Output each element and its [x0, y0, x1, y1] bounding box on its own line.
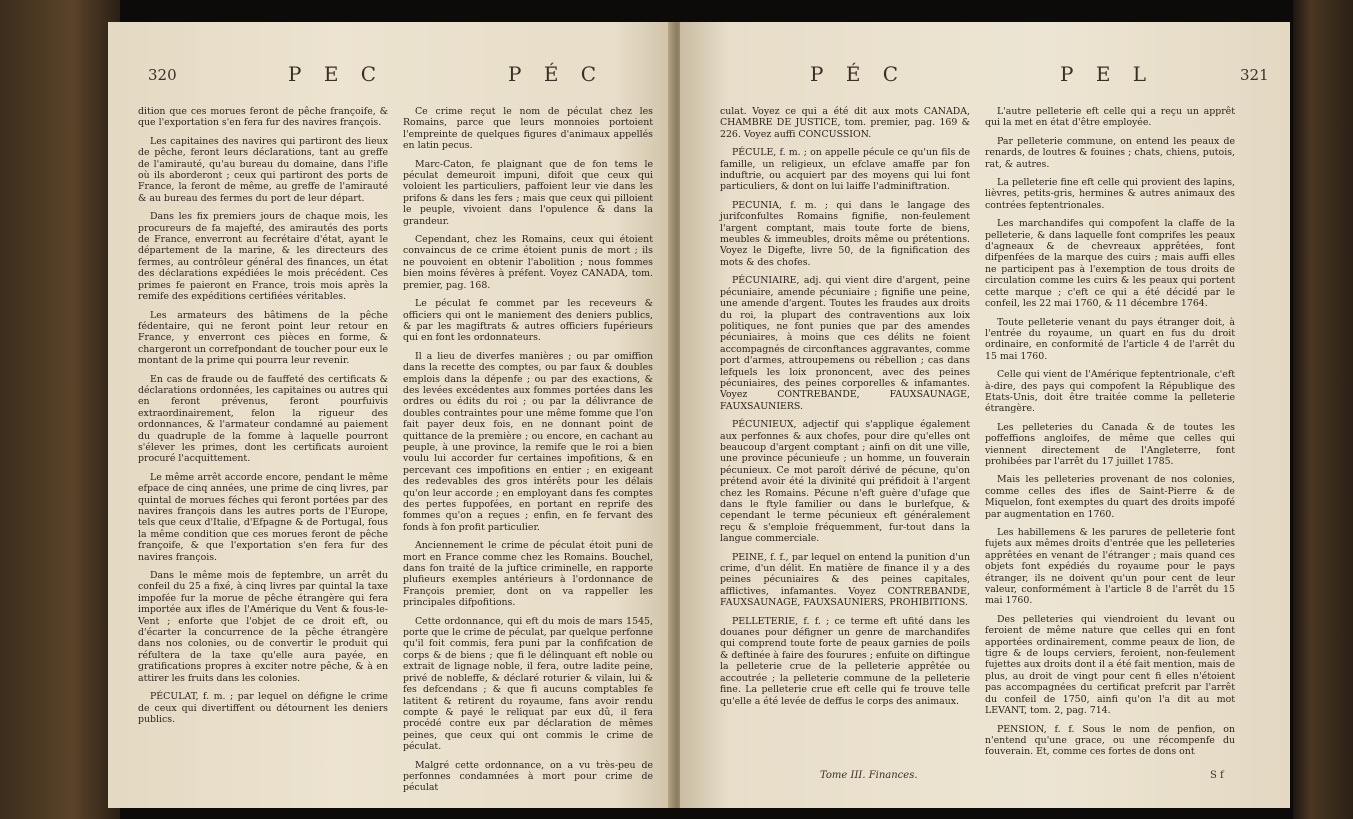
page-number: 321: [1240, 66, 1269, 84]
text-column-2: [985, 106, 1235, 765]
paragraph: Ce crime reçut le nom de péculat chez les Romains, parce que leurs monnoies portoient l'empreinte de quelques figures d'animaux appellés en latin pecus.: [403, 106, 653, 152]
paragraph: Marc-Caton, fe plaignant que de fon tems le péculat demeuroit impuni, difoit que ceux qui voloient les particuliers, paffoient leur vie dans les prifons & dans les fers ; mais que ceux qui pilloient le peuple, vivoient dans l'opulence & dans la grandeur.: [403, 158, 653, 227]
paragraph: Par pelleterie commune, on entend les peaux de renards, de loutres & fouines ; chats, chiens, putois, rat, & autres.: [985, 135, 1235, 170]
paragraph: Mais les pelleteries provenant de nos colonies, comme celles des ifles de Saint-Pierre & de Miquelon, font exemptes du quart des droits impofé par augmentation en 1760.: [985, 474, 1235, 520]
paragraph: Les habillemens & les parures de pelleterie font fujets aux mêmes droits d'entrée que les pelleteries apprêtées en venant de l'étranger ; mais quand ces objets font expédiés du royaume pour le pays étranger, ils ne doivent qu'un pour cent de leur valeur, conformément à l'article 8 de l'arrêt du 15 mai 1760.: [985, 527, 1235, 607]
paragraph: Les armateurs des bâtimens de la pêche fédentaire, qui ne feront point leur retour en France, y enverront ces pièces en forme, & chargeront un correfpondant de toucher pour eux le montant de la prime qui pourra leur revenir.: [138, 309, 388, 367]
paragraph: PÉCULAT, f. m. ; par lequel on défigne le crime de ceux qui divertiffent ou détournent les deniers publics.: [138, 691, 388, 725]
paragraph: PECUNIA, f. m. ; qui dans le langage des jurifconfultes Romains fignifie, non-feulement l'argent comptant, mais toute forte de biens, meubles & immeubles, droits même ou prétentions. Voyez le Digefte, livre 50, de la fignification des mots & des chofes.: [720, 199, 970, 268]
paragraph: L'autre pelleterie eft celle qui a reçu un apprêt qui la met en état d'être employée.: [985, 106, 1235, 129]
paragraph: PÉCUNIEUX, adjectif qui s'applique également aux perfonnes & aux chofes, pour dire qu'elles ont beaucoup d'argent comptant ; ainfi on dit une ville, une province pécunieufe ; un homme, un fouverain pécunieux. Ce mot paroît dérivé de pécune, qu'on prétend avoir été la divinité qui préfidoit à l'argent chez les Romains. Pécune n'eft guère d'ufage que dans le ftyle familier ou dans le burlefque, & cependant le terme pécunieux eft généralement reçu & s'emploie fréquemment, fur-tout dans la langue commerciale.: [720, 419, 970, 545]
running-header: P É C: [508, 62, 605, 86]
footer-volume: Tome III. Finances.: [820, 770, 918, 781]
paragraph: dition que ces morues feront de pêche françoife, & que l'exportation s'en fera fur des navires françois.: [138, 106, 388, 129]
paragraph: Les pelleteries du Canada & de toutes les poffeffions angloifes, de même que celles qui viennent directement de l'Angleterre, font prohibées par l'arrêt du 17 juillet 1785.: [985, 421, 1235, 467]
paragraph: PENSION, f. f. Sous le nom de penfion, on n'entend qu'une grace, ou une récompenfe du fouverain. Et, comme ces fortes de dons ont: [985, 723, 1235, 758]
paragraph: Dans les fix premiers jours de chaque mois, les procureurs de fa majefté, des amirautés des ports de France, enverront au fecrétaire d'état, ayant le département de la marine, & les directeurs des fermes, au contrôleur général des finances, un état des déclarations expédiées le mois précédent. Ces primes fe paieront en France, trois mois après la remife des expéditions certifiées véritables.: [138, 211, 388, 303]
paragraph: Malgré cette ordonnance, on a vu très-peu de perfonnes condamnées à mort pour crime de péculat: [403, 759, 653, 794]
paragraph: Les capitaines des navires qui partiront des lieux de pêche, feront leurs déclarations, tant au greffe de l'amirauté, qu'au bureau du domaine, dans l'ifle où ils aborderont ; ceux qui partiront des ports de France, la feront de même, au greffe de l'amirauté & au bureau des fermes du port de leur départ.: [138, 135, 388, 204]
paragraph: Toute pelleterie venant du pays étranger doit, à l'entrée du royaume, un quart en fus du droit ordinaire, en conformité de l'article 4 de l'arrêt du 15 mai 1760.: [985, 316, 1235, 362]
paragraph: Des pelleteries qui viendroient du levant ou feroient de même nature que celles qui en font apportées ordinairement, comme peaux de lion, de tigre & de loups cerviers, feroient, non-feulement fujettes aux droits dont il a été fait mention, mais de plus, au droit de vingt pour cent fi elles n'étoient pas accompagnées du certificat prefcrit par l'arrêt du confeil de 1750, ainfi qu'on l'a dit au mot LEVANT, tom. 2, pag. 714.: [985, 613, 1235, 717]
paragraph: La pelleterie fine eft celle qui provient des lapins, lièvres, petits-gris, hermines & autres animaux des contrées feptentrionales.: [985, 177, 1235, 211]
footer-signature: S f: [1210, 770, 1224, 781]
right-page: [680, 22, 1290, 808]
paragraph: PEINE, f. f., par lequel on entend la punition d'un crime, d'un délit. En matière de finance il y a des peines pécuniaires & des peines capitales, afflictives, infamantes. Voyez CONTREBANDE, FAUXSAUNAGE, FAUXSAUNIERS, PROHIBITIONS.: [720, 551, 970, 609]
paragraph: Celle qui vient de l'Amérique feptentrionale, c'eft à-dire, des pays qui compofent la République des Etats-Unis, doit être traitée comme la pelleterie étrangère.: [985, 369, 1235, 415]
running-header: P E C: [288, 62, 385, 86]
paragraph: PELLETERIE, f. f. ; ce terme eft ufité dans les douanes pour défigner un genre de marchandifes qui comprend toute forte de peaux garnies de poils & deftinée à faire des fourures ; enfuite on diftingue la pelleterie crue de la pelleterie apprêtée ou accoutrée ; la pelleterie commune de la pelleterie fine. La pelleterie crue eft celle qui fe trouve telle qu'elle a été levée de deffus le corps des animaux.: [720, 615, 970, 707]
paragraph: Cette ordonnance, qui eft du mois de mars 1545, porte que le crime de péculat, par quelque perfonne qu'il foit commis, fera puni par la confifcation de corps & de biens ; que fi le délinquant eft noble ou extrait de lignage noble, il fera, outre ladite peine, privé de nobleffe, & déclaré roturier & vilain, lui & fes defcendans ; & que fi aucuns comptables fe latitent & retirent du royaume, fans avoir rendu compte & payé le reliquat par eux dû, il fera procédé contre eux par déclaration de mêmes peines, que ceux qui ont commis le crime de péculat.: [403, 615, 653, 753]
running-header: P É C: [810, 62, 907, 86]
text-column-2: [403, 106, 653, 801]
paragraph: Cependant, chez les Romains, ceux qui étoient convaincus de ce crime étoient punis de mort ; ils ne pouvoient en obtenir l'abolition ; nous fommes bien moins févères à préfent. Voyez CANADA, tom. premier, pag. 168.: [403, 234, 653, 291]
book-cover-left: [0, 0, 120, 819]
paragraph: Il a lieu de diverfes manières ; ou par omiffion dans la recette des comptes, ou par faux & doubles emplois dans la dépenfe ; ou par des exactions, & des levées excédentes aux fommes portées dans les ordres ou édits du roi ; ou par la délivrance de doubles contraintes pour une même fomme que l'on fait payer deux fois, en ne donnant point de quittance de la première ; ou encore, en cachant au peuple, à une province, la remife que le roi a bien voulu lui accorder fur certaines impofitions, & en percevant ces impofitions en entier ; en exigeant des redevables des gros intérêts pour les délais qu'on leur accorde ; en employant dans fes comptes des pertes fuppofées, en portant en reprife des fommes qu'on a reçues ; enfin, en fe fervant des fonds à fon profit particulier.: [403, 350, 653, 533]
text-column-1: [720, 106, 970, 714]
paragraph: Le même arrêt accorde encore, pendant le même efpace de cinq années, une prime de cinq livres, par quintal de morues féches qui feront portées par des navires françois dans les autres ports de l'Europe, tels que ceux d'Italie, d'Efpagne & de Portugal, fous la même condition que ces morues feront de pêche françoife, & que l'exportation s'en fera fur des navires françois.: [138, 471, 388, 563]
paragraph: PÉCULE, f. m. ; on appelle pécule ce qu'un fils de famille, un religieux, un efclave amaffe par fon induftrie, ou acquiert par des moyens qui lui font particuliers, & dont on lui laiffe l'adminiftration.: [720, 147, 970, 193]
paragraph: culat. Voyez ce qui a été dit aux mots CANADA, CHAMBRE DE JUSTICE, tom. premier, pag. 169 & 226. Voyez auffi CONCUSSION.: [720, 106, 970, 140]
book-cover-right: [1293, 0, 1353, 819]
paragraph: Le péculat fe commet par les receveurs & officiers qui ont le maniement des deniers publics, & par les magiftrats & autres officiers fupérieurs qui en font les ordonnateurs.: [403, 298, 653, 344]
running-header: P E L: [1060, 62, 1155, 86]
left-page: [108, 22, 673, 808]
page-number: 320: [148, 66, 177, 84]
text-column-1: [138, 106, 388, 732]
paragraph: En cas de fraude ou de fauffeté des certificats & déclarations ordonnées, les capitaines ou autres qui en feront prévenus, feront pourfuivis extraordinairement, felon la rigueur des ordonnances, & l'armateur condamné au paiement du quadruple de la fomme à laquelle pourront s'élever les primes, dont les certificats auroient procuré l'acquittement.: [138, 373, 388, 465]
paragraph: Les marchandifes qui compofent la claffe de la pelleterie, & dans laquelle font comprifes les peaux d'agneaux & de chevreaux apprêtées, font difpenfées de la marque des cuirs ; mais auffi elles ne participent pas à l'exemption de tous droits de circulation comme les cuirs & les peaux qui portent cette marque ; c'eft ce qui a été décidé par le confeil, les 22 mai 1760, & 11 décembre 1764.: [985, 218, 1235, 310]
paragraph: Anciennement le crime de péculat étoit puni de mort en France comme chez les Romains. Bouchel, dans fon traité de la juftice criminelle, en rapporte plufieurs exemples antérieurs à l'ordonnance de François premier, dont on va rappeller les principales difpofitions.: [403, 540, 653, 609]
paragraph: Dans le même mois de feptembre, un arrêt du confeil du 25 a fixé, à cinq livres par quintal la taxe impofée fur la morue de pêche étrangère qui fera importée aux ifles de l'Amérique du Vent & fous-le-Vent ; enforte que l'objet de ce droit eft, ou d'écarter la concurrence de la pêche étrangère dans nos colonies, ou de convertir le produit qui réfultera de la taxe qu'elle aura payée, en gratifications propres à exciter notre pêche, & à en attirer les fruits dans les colonies.: [138, 570, 388, 684]
paragraph: PÉCUNIAIRE, adj. qui vient dire d'argent, peine pécuniaire, amende pécuniaire ; fignifie une peine, une amende d'argent. Toutes les fraudes aux droits du roi, la plupart des contraventions aux loix politiques, ne font punies que par des amendes pécuniaires, à moins que ces délits ne foient accompagnés de circonftances aggravantes, comme port d'armes, attroupemens ou rébellion ; cas dans lefquels les loix prononcent, avec des peines pécuniaires, des peines corporelles & infamantes. Voyez CONTREBANDE, FAUXSAUNAGE, FAUXSAUNIERS.: [720, 275, 970, 412]
